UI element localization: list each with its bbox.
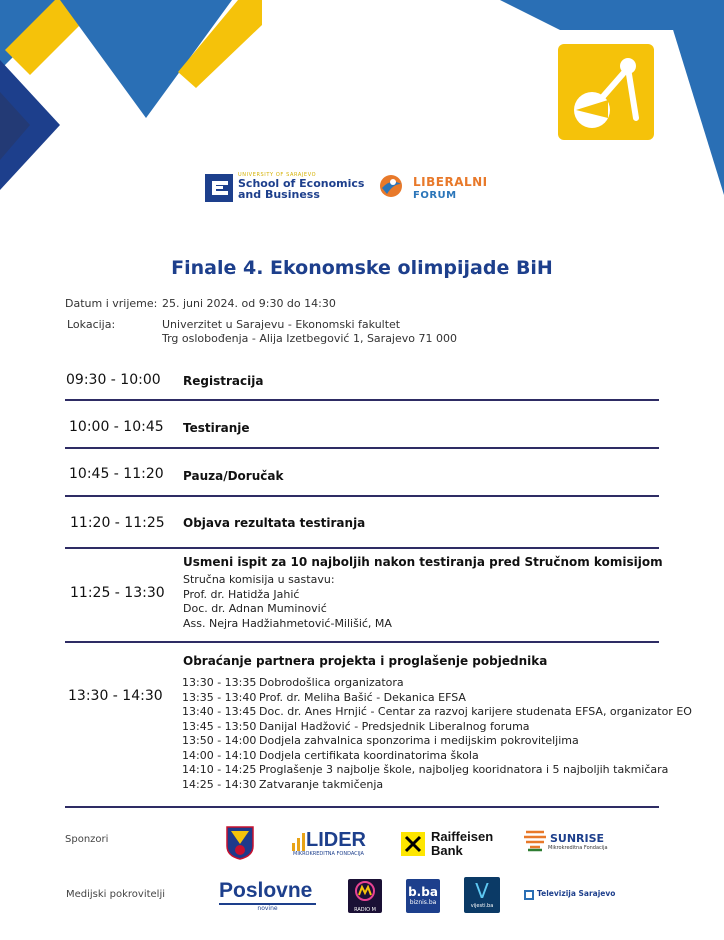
efsa-logo-icon: [205, 174, 233, 202]
schedule-item: 14:10 - 14:25 Proglašenje 3 najbolje škole, najboljeg kooridnatora i 5 najboljih takmičara: [182, 763, 669, 776]
radio-m-label: RADIO M: [354, 907, 376, 913]
raiffeisen-icon: [401, 832, 425, 856]
schedule-item: 13:50 - 14:00 Dodjela zahvalnica sponzorima i medijskim pokroviteljima: [182, 734, 579, 747]
agenda-activity: Objava rezultata testiranja: [183, 516, 366, 530]
liberalni-forum-logo-icon: [379, 174, 403, 198]
commission-line: Doc. dr. Adnan Muminović: [183, 602, 327, 615]
schedule-item: 13:40 - 13:45 Doc. dr. Anes Hrnjić - Centar za razvoj karijere studenata EFSA, organizator EO: [182, 705, 692, 718]
efsa-logo-text: [238, 172, 364, 200]
agenda-time: 13:30 - 14:30: [68, 688, 163, 704]
schedule-item: 14:00 - 14:10 Dodjela certifikata koordinatorima škola: [182, 748, 479, 762]
efsa-line2: and Business: [238, 188, 320, 201]
agenda-time: 09:30 - 10:00: [66, 372, 161, 388]
sponsors-label: Sponzori: [65, 834, 109, 845]
vijesti-mark: V: [475, 879, 489, 903]
radio-m-logo: [348, 879, 382, 913]
poslovne-sub: novine: [257, 905, 278, 912]
sunrise-sub: Mikrokreditna Fondacija: [548, 845, 608, 851]
coat-of-arms-logo-icon: [226, 826, 254, 860]
closing-schedule: [182, 676, 692, 792]
lider-sub: MIKROKREDITNA FONDACIJA: [293, 851, 364, 857]
partner-logos: [205, 172, 525, 206]
agenda-time: 10:00 - 10:45: [69, 419, 164, 435]
commission-line: Stručna komisija u sastavu:: [183, 573, 335, 586]
agenda-activity: Testiranje: [183, 421, 250, 435]
efsa-line1: School of Economics: [238, 177, 365, 190]
schedule-item: 13:45 - 13:50 Danijal Hadžović - Predsjednik Liberalnog foruma: [182, 719, 530, 733]
agenda-time: 10:45 - 11:20: [69, 466, 164, 482]
raiffeisen-line1: Raiffeisen: [431, 829, 494, 844]
top-right-decoration: [500, 0, 724, 200]
page-title: Finale 4. Ekonomske olimpijade BiH: [171, 257, 553, 279]
poslovne-logo: [219, 879, 316, 912]
lider-name: LIDER: [306, 829, 366, 851]
biznis-sub: biznis.ba: [409, 899, 437, 906]
lf-line1: LIBERALNI: [413, 175, 488, 189]
poslovne-name: Poslovne: [219, 879, 316, 905]
liberalni-forum-logo-text: [413, 176, 488, 202]
agenda-activity: Pauza/Doručak: [183, 469, 284, 483]
sunrise-icon: [524, 828, 546, 854]
biznis-logo: [406, 879, 440, 913]
vijesti-logo: [464, 877, 500, 913]
vijesti-sub: vijesti.ba: [470, 903, 494, 909]
raiffeisen-line2: Bank: [431, 843, 463, 858]
commission-line: Prof. dr. Hatidža Jahić: [183, 587, 300, 601]
efsa-university: UNIVERSITY OF SARAJEVO: [238, 172, 317, 178]
agenda-activity: Obraćanje partnera projekta i proglašenje pobjednika: [183, 654, 548, 668]
sunrise-name: SUNRISE: [550, 832, 605, 845]
commission-line: Ass. Nejra Hadžiahmetović-Milišić, MA: [183, 616, 392, 630]
biznis-name: b.ba: [408, 885, 438, 899]
agenda-activity: Usmeni ispit za 10 najboljih nakon testiranja pred Stručnom komisijom: [183, 555, 663, 569]
schedule-item: 13:30 - 13:35 Dobrodošlica organizatora: [182, 676, 404, 689]
commission-details: [183, 573, 392, 631]
agenda-time: 11:25 - 13:30: [70, 585, 165, 601]
schedule-item: 13:35 - 13:40 Prof. dr. Meliha Bašić - Dekanica EFSA: [182, 690, 466, 704]
tv-sarajevo-icon: [524, 890, 534, 900]
agenda-time: 11:20 - 11:25: [70, 515, 165, 531]
lf-line2: FORUM: [413, 190, 457, 201]
top-left-decoration: [0, 0, 280, 200]
tv-sarajevo-name: Televizija Sarajevo: [537, 889, 616, 898]
schedule-item: 14:25 - 14:30 Zatvaranje takmičenja: [182, 777, 384, 791]
location-line1: Univerzitet u Sarajevu - Ekonomski fakultet: [162, 318, 401, 331]
date-value: 25. juni 2024. od 9:30 do 14:30: [162, 297, 336, 310]
location-label: Lokacija:: [67, 318, 116, 331]
agenda-activity: Registracija: [183, 374, 264, 388]
media-label: Medijski pokrovitelji: [66, 889, 166, 900]
location-line2: Trg oslobođenja - Alija Izetbegović 1, Sarajevo 71 000: [162, 332, 457, 345]
date-label: Datum i vrijeme:: [65, 297, 158, 310]
radio-m-icon: [348, 879, 382, 903]
